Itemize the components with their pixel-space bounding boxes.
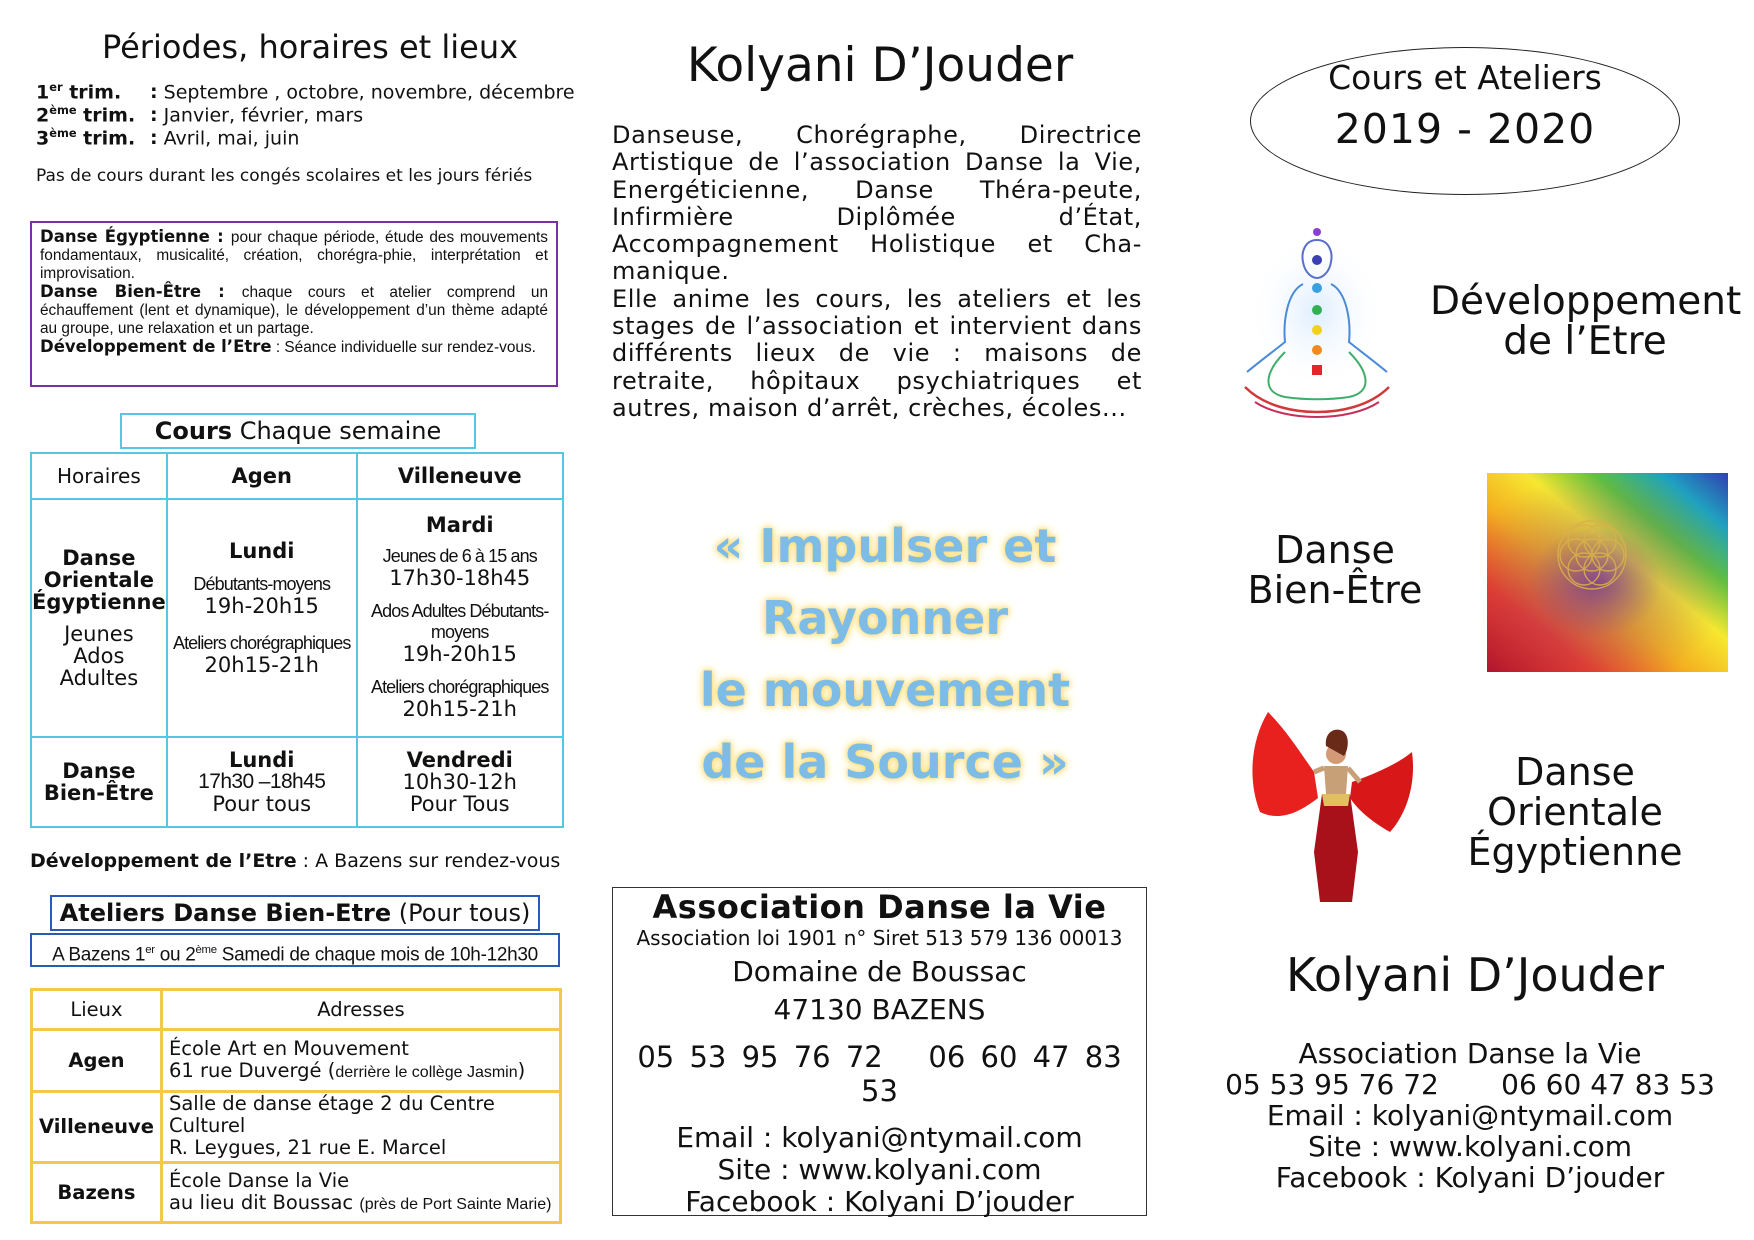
header-adresses: Adresses xyxy=(161,990,560,1030)
place-name: Bazens xyxy=(32,1163,162,1223)
ateliers-title: Ateliers Danse Bien-Etre (Pour tous) xyxy=(50,895,540,931)
row-danse-bien-etre: Danse Bien-Être xyxy=(31,737,167,827)
season-oval: Cours et Ateliers 2019 - 2020 xyxy=(1250,47,1680,195)
header-villeneuve: Villeneuve xyxy=(357,453,563,499)
address-line: 47130 BAZENS xyxy=(773,993,986,1026)
header-lieux: Lieux xyxy=(32,990,162,1030)
phone-numbers xyxy=(613,1040,1146,1108)
back-contact-block xyxy=(1180,1038,1754,1193)
association-title: Association Danse la Vie xyxy=(652,888,1107,926)
style-developpement: Développement de l’Etre : Séance individuelle sur rendez-vous. xyxy=(40,337,536,356)
place-address: École Danse la Vie au lieu dit Boussac (près de Port Sainte Marie) xyxy=(161,1163,560,1223)
style-bien-etre: Danse Bien-Être : chaque cours et atelier comprend un échauffement (lent et dynamique), le développement d’un thème adapté au groupe, une relaxation et un partage. xyxy=(40,282,548,337)
style-egyptienne: Danse Égyptienne : pour chaque période, étude des mouvements fondamentaux, musicalité, création, chorégra-phie, interprétation et improvisation. xyxy=(40,227,548,282)
ateliers-schedule: A Bazens 1er ou 2ème Samedi de chaque mois de 10h-12h30 xyxy=(30,933,560,967)
villeneuve-orientale-cell: Mardi Jeunes de 6 à 15 ans 17h30-18h45 Ados Adultes Débutants-moyens 19h-20h15 Ateliers chorégraphiques 20h15-21h xyxy=(357,499,563,737)
belly-dancer-image xyxy=(1240,702,1425,914)
back-email: Email : kolyani@ntymail.com xyxy=(1266,1099,1674,1132)
danse-orientale-label: Danse Orientale Égyptienne xyxy=(1467,750,1683,874)
no-course-note: Pas de cours durant les congés scolaires et les jours fériés xyxy=(36,166,533,186)
back-facebook: Facebook : Kolyani D’jouder xyxy=(1275,1161,1665,1194)
row-danse-orientale: Danse Orientale Égyptienne Jeunes Ados Adultes xyxy=(31,499,167,737)
trimester-1: 1er trim. : Septembre , octobre, novembre, décembre xyxy=(36,80,575,104)
villeneuve-bien-etre-cell: Vendredi 10h30-12h Pour Tous xyxy=(357,737,563,827)
address-line: Domaine de Boussac xyxy=(732,955,1027,988)
weekly-courses-title: Cours Chaque semaine xyxy=(120,413,476,449)
place-name: Agen xyxy=(32,1030,162,1092)
developpement-note: Développement de l’Etre : A Bazens sur rendez-vous xyxy=(30,850,561,872)
facebook-line: Facebook : Kolyani D’jouder xyxy=(685,1185,1074,1218)
email-line: Email : kolyani@ntymail.com xyxy=(676,1121,1083,1154)
association-legal: Association loi 1901 n° Siret 513 579 136 00013 xyxy=(636,926,1123,950)
trimester-3: 3ème trim. : Avril, mai, juin xyxy=(36,126,300,150)
places-table xyxy=(30,988,562,1224)
site-line: Site : www.kolyani.com xyxy=(717,1153,1042,1186)
back-teacher-name: Kolyani D’Jouder xyxy=(1285,948,1665,1002)
trimester-2: 2ème trim. : Janvier, février, mars xyxy=(36,103,364,127)
periods-title: Périodes, horaires et lieux xyxy=(101,28,519,66)
back-phones: 05 53 95 76 72 06 60 47 83 53 xyxy=(1225,1068,1715,1101)
header-horaires: Horaires xyxy=(31,453,167,499)
meditation-chakra-image xyxy=(1225,222,1410,435)
agen-orientale-cell: Lundi Débutants-moyens 19h-20h15 Ateliers chorégraphiques 20h15-21h xyxy=(167,499,357,737)
phone-1: 05 53 95 76 72 xyxy=(637,1040,883,1074)
flower-of-life-rainbow-image xyxy=(1487,473,1728,672)
teacher-name: Kolyani D’Jouder xyxy=(686,38,1074,93)
place-address: École Art en Mouvement 61 rue Duvergé (derrière le collège Jasmin) xyxy=(161,1030,560,1092)
back-site: Site : www.kolyani.com xyxy=(1307,1130,1633,1163)
header-agen: Agen xyxy=(167,453,357,499)
teacher-bio: Danseuse, Chorégraphe, Directrice Artistique de l’association Danse la Vie, Energéticienne, Danse Théra-peute, Infirmière Diplômée d’État, Accompagnement Holistique et Cha-manique. Elle anime les cours, les ateliers et les stages de l’association et intervient dans différents lieux de vie : maisons de retraite, hôpitaux psychiatriques et autres, maison d’arrêt, crèches, écoles... xyxy=(612,121,1142,422)
developpement-label: Développement de l’Etre xyxy=(1430,279,1742,364)
phone-2: 06 60 47 83 53 xyxy=(861,1040,1122,1108)
place-name: Villeneuve xyxy=(32,1092,162,1163)
weekly-schedule-table xyxy=(30,452,564,828)
motto-quote: « Impulser et Rayonner le mouvement de la Source » xyxy=(699,519,1071,789)
place-address: Salle de danse étage 2 du Centre Culturel R. Leygues, 21 rue E. Marcel xyxy=(161,1092,560,1163)
association-box xyxy=(612,887,1147,1216)
danse-bien-etre-label: Danse Bien-Être xyxy=(1247,528,1423,612)
styles-description-box xyxy=(30,221,558,387)
agen-bien-etre-cell: Lundi 17h30 –18h45 Pour tous xyxy=(167,737,357,827)
back-association: Association Danse la Vie xyxy=(1298,1037,1642,1070)
